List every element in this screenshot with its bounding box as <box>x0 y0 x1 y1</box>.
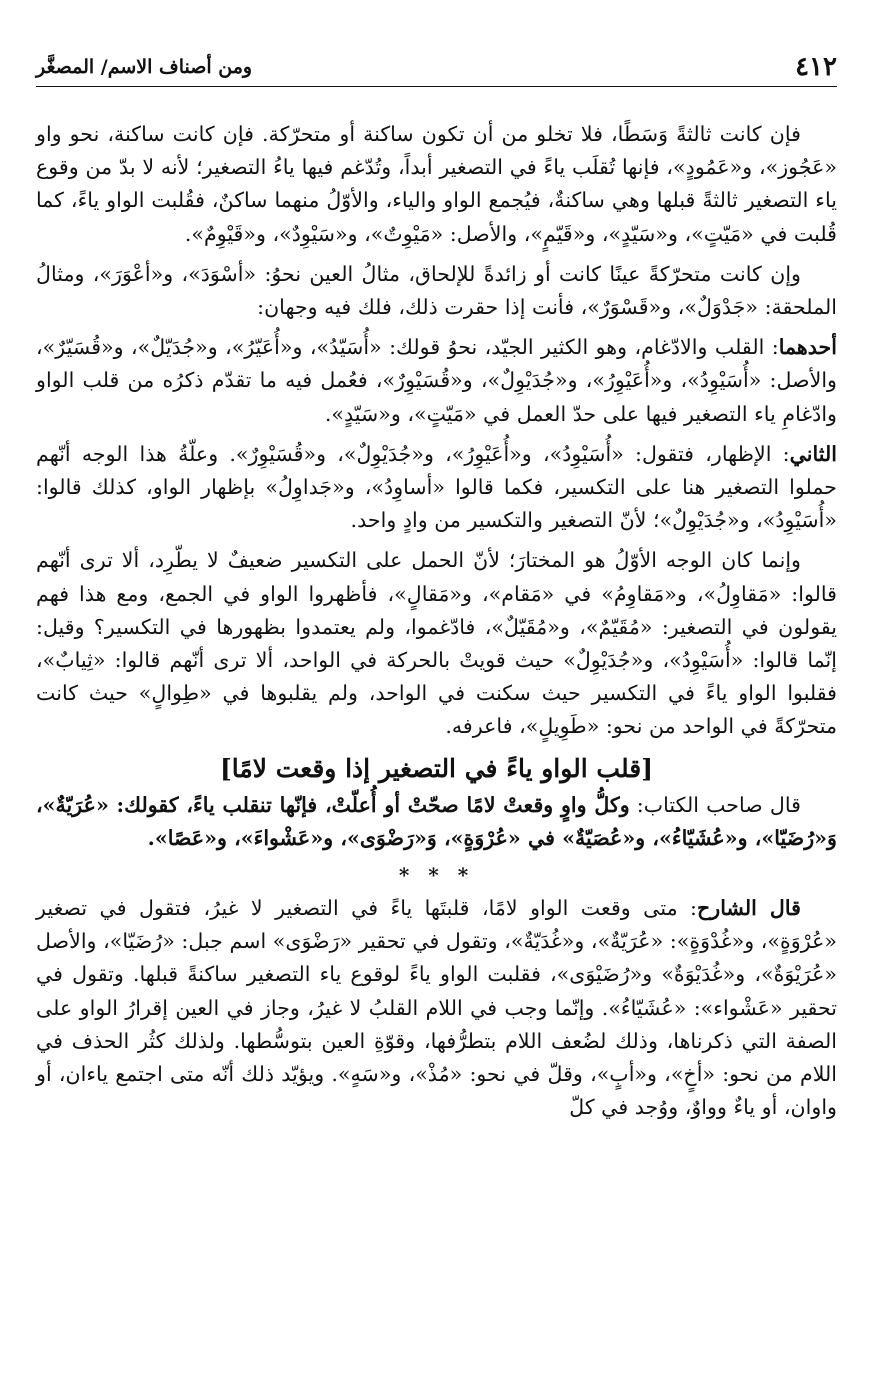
paragraph-text: : الإظهار، فتقول: «أُسَيْوِدُ»، و«أُعَيْوِرُ»، و«جُدَيْوِلٌ»، و«قُسَيْوِرٌ». وعلّةُ هذا الوجه أنّهم حملوا التصغير هنا على التكسير، فكما قالوا «أساوِدُ»، و«جَداوِلُ» بإظهار الواو، كذلك قالوا: «أُسَيْوِدُ»، و«جُدَيْوِلٌ»؛ لأنّ التصغير والتكسير من وادٍ واحد. <box>36 441 837 533</box>
paragraph-lead: الثاني <box>789 441 837 466</box>
paragraph <box>36 892 837 1124</box>
asterisk-separator: * * * <box>398 863 475 888</box>
section-heading: [قلب الواو ياءً في التصغير إذا وقعت لامًا] <box>219 753 654 783</box>
quote-text: وكلُّ واوٍ وقعتْ لامًا صحّتْ أو أُعلّتْ، فإنّها تنقلب ياءً، كقولك: «عُرَيّةٌ»، وَ«رُضَيّا»، و«عُشَيّاءُ»، و«عُصَيّةٌ» في «عُرْوَةٍ»، وَ«رَضْوَى»، و«عَشْواءَ»، و«عَصًا». <box>36 792 837 850</box>
paragraph: فإن كانت ثالثةً وَسَطًا، فلا تخلو من أن تكون ساكنة أو متحرّكة. فإن كانت ساكنة، نحو واو «عَجُوز»، و«عَمُودٍ»، فإنها تُقلَب ياءً في التصغير أبداً، وتُدّغم فيها ياءُ التصغير؛ لأنه لا بدّ من وقوع ياء التصغير ثالثةً قبلها وهي ساكنةٌ، فيُجمع الواو والياء، والأوّلُ منهما ساكنٌ، فقُلبت الواو ياءً، كما قُلبت في «مَيّتٍ»، و«سَيّدٍ»، و«قَيّمٍ»، والأصل: «مَيْوِتٌ»، و«سَيْوِدٌ»، و«قَيْوِمٌ». <box>36 122 837 246</box>
page-number: ٤١٢ <box>795 52 837 82</box>
section-title: ومن أصناف الاسم/ المصغَّر <box>36 56 253 78</box>
paragraph: وإن كانت متحرّكةً عينًا كانت أو زائدةً للإلحاق، مثالُ العين نحوُ: «أسْوَدَ»، و«أعْوَرَ»، ومثالُ الملحقة: «جَدْوَلٌ»، و«قَسْوَرٌ»، فأنت إذا حقرت ذلك، فلك فيه وجهان: <box>36 261 837 320</box>
paragraph <box>36 331 837 431</box>
paragraph-lead: قال الشارح <box>696 896 801 921</box>
paragraph <box>36 438 837 538</box>
running-header <box>36 46 837 87</box>
paragraph-lead: أحدهما <box>778 335 837 360</box>
quote-intro: قال صاحب الكتاب: <box>629 792 801 817</box>
paragraph-text: : القلب والادّغام، وهو الكثير الجيّد، نحوُ قولك: «أُسَيّدُ»، و«أُعَيّرُ»، و«جُدَيّلٌ»، و«قُسَيّرٌ»، والأصل: «أُسَيْوِدُ»، و«أُعَيْوِرُ»، و«جُدَيْوِلٌ»، و«قُسَيْوِرٌ»، فعُمل فيه ما تقدّم ذكرُه من قلب الواو وادّغامِ ياء التصغير فيها على حدّ العمل في «مَيّتٍ»، و«سَيّدٍ». <box>36 335 837 426</box>
quoted-rule <box>36 789 837 855</box>
paragraph: وإنما كان الوجه الأوّلُ هو المختارَ؛ لأنّ الحمل على التكسير ضعيفٌ لا يطّرِد، ألا ترى أنّهم قالوا: «مَقاوِلُ»، و«مَقاوِمُ» في «مَقام»، و«مَقالٍ»، فأظهروا الواو في الجمع، ومع هذا فهم يقولون في التصغير: «مُقَيّمٌ»، و«مُقَيّلٌ»، فادّغموا، ولم يعتمدوا بظهورها في التكسير؟ وقيل: إنّما قالوا: «أُسَيْوِدُ»، و«جُدَيْوِلٌ» حيث قويتْ بالحركة في الواحد، ألا ترى أنّهم قالوا: «ثِيابٌ»، فقلبوا الواو ياءً في التكسير حيث سكنت في الواحد، ولم يقلبوها في «طِوالٍ» حيث كانت متحرّكةً في الواحد من نحو: «طَوِيلٍ»، فاعرفه. <box>36 548 837 739</box>
paragraph-text: : متى وقعت الواو لامًا، قلبتَها ياءً في التصغير لا غيرُ، فتقول في تصغير «عُرْوَةٍ»، و«غُدْوَةٍ»: «عُرَيّةٌ»، و«غُدَيّةٌ»، وتقول في تحقير «رَضْوَى» اسم جبل: «رُضَيّا»، والأصل «عُرَيْوَةٌ»، و«غُدَيْوَةٌ» و«رُضَيْوَى»، فقلبت الواو ياءً لوقوع ياء التصغير ساكنةً قبلها. وتقول في تحقير «عَشْواء»: «عُشَيّاءُ». وإنّما وجب في اللام القلبُ لا غيرُ، وجاز في العين إقرارُ الواو على الصفة التي ذكرناها، وذلك لضُعف اللام بتطرُّفها، وقوّةِ العين بتوسُّطها. ولذلك كثُر الحذف في اللام من نحو: «أخٍ»، و«أبٍ»، وقلّ في نحو: «مُذْ»، و«سَهٍ». ويؤيّد ذلك أنّه متى اجتمع ياءان، أو واوان، أو ياءٌ وواوٌ، ووُجد في كلّ <box>36 896 837 1120</box>
body-text <box>36 118 837 1131</box>
